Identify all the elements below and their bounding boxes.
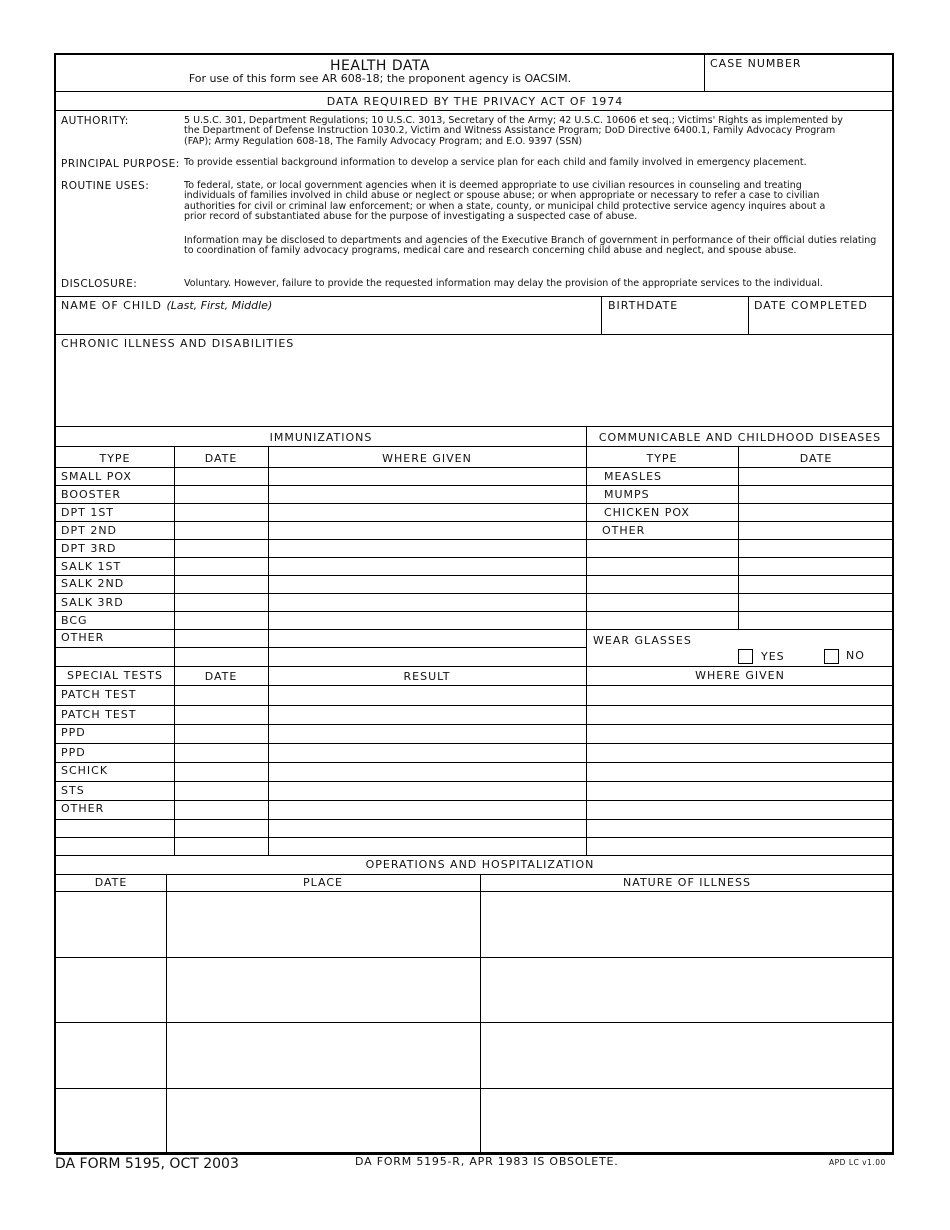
obsolete-notice: DA FORM 5195-R, APR 1983 IS OBSOLETE. xyxy=(355,1155,619,1168)
chronic-illness-field[interactable] xyxy=(57,351,893,425)
immunization-where-cell[interactable] xyxy=(269,540,585,557)
special-test-result-cell[interactable] xyxy=(269,782,585,800)
principal-purpose-label: PRINCIPAL PURPOSE: xyxy=(61,158,180,170)
chronic-illness-label: CHRONIC ILLNESS AND DISABILITIES xyxy=(61,337,295,350)
special-test-result-cell[interactable] xyxy=(269,725,585,743)
special-test-row-label: OTHER xyxy=(61,802,105,815)
special-test-date-cell[interactable] xyxy=(175,801,267,819)
special-test-where-cell[interactable] xyxy=(587,801,893,819)
disease-date-cell[interactable] xyxy=(739,558,893,575)
special-test-result-cell[interactable] xyxy=(269,838,585,855)
special-test-where-cell[interactable] xyxy=(587,838,893,855)
special-test-where-cell[interactable] xyxy=(587,686,893,705)
routine-uses-text-1: To federal, state, or local government agencies when it is deemed appropriate to use civilian resources in counseling and treating individuals of families involved in child abuse or neglect or spouse abuse; or when appropriate or necessary to refer a case to civilian authorities for civil or criminal law enforcement; or when a state, county, or municipal child protective service agency inquires about a prior record of substantiated abuse for the purpose of investigating a suspected case of abuse. xyxy=(184,180,826,223)
immunization-date-cell[interactable] xyxy=(175,540,267,557)
routine-uses-text-2: Information may be disclosed to departments and agencies of the Executive Branch of government in performance of their official duties relating to coordination of family advocacy programs, medical care and research concerning child abuse and neglect, and spouse abuse. xyxy=(184,235,877,257)
operation-place-cell[interactable] xyxy=(167,1023,479,1088)
immunization-date-cell[interactable] xyxy=(175,594,267,611)
immunization-date-cell[interactable] xyxy=(175,612,267,629)
disease-type-header: TYPE xyxy=(646,452,678,465)
disease-type-cell[interactable] xyxy=(587,612,737,629)
special-test-result-cell[interactable] xyxy=(269,801,585,819)
immunization-date-cell[interactable] xyxy=(175,522,267,539)
immunization-date-cell[interactable] xyxy=(175,468,267,485)
special-tests-header: SPECIAL TESTS xyxy=(67,669,163,682)
special-test-result-cell[interactable] xyxy=(269,820,585,837)
rule xyxy=(56,666,894,667)
rule xyxy=(56,446,894,447)
immunization-date-cell[interactable] xyxy=(175,630,267,647)
special-test-result-cell[interactable] xyxy=(269,706,585,724)
name-of-child-label: NAME OF CHILD (Last, First, Middle) xyxy=(61,299,273,312)
immunization-row-label: BOOSTER xyxy=(61,488,121,501)
operation-date-cell[interactable] xyxy=(57,1023,165,1088)
date-completed-field[interactable] xyxy=(749,311,894,333)
special-test-date-cell[interactable] xyxy=(175,820,267,837)
disease-date-cell[interactable] xyxy=(739,594,893,611)
immunization-row-label: OTHER xyxy=(61,631,105,644)
rule xyxy=(56,874,894,875)
disease-type-cell[interactable] xyxy=(587,558,737,575)
operation-nature-cell[interactable] xyxy=(481,958,893,1022)
special-tests-result-header: RESULT xyxy=(403,670,451,683)
operation-nature-cell[interactable] xyxy=(481,892,893,957)
immunization-date-header: DATE xyxy=(204,452,238,465)
special-test-date-cell[interactable] xyxy=(175,763,267,781)
rule xyxy=(586,629,894,630)
case-number-label: CASE NUMBER xyxy=(710,57,802,70)
health-data-form xyxy=(54,53,894,1154)
special-test-where-cell[interactable] xyxy=(587,744,893,762)
disease-row-label: OTHER xyxy=(602,524,646,537)
form-title: HEALTH DATA xyxy=(330,58,430,74)
name-of-child-field[interactable] xyxy=(57,311,600,333)
operation-date-cell[interactable] xyxy=(57,1089,165,1154)
immunization-date-cell[interactable] xyxy=(175,558,267,575)
diseases-heading: COMMUNICABLE AND CHILDHOOD DISEASES xyxy=(598,431,882,444)
version-label: APD LC v1.00 xyxy=(829,1158,886,1167)
special-test-row-label: PATCH TEST xyxy=(61,708,137,721)
immunization-where-cell[interactable] xyxy=(269,468,585,485)
immunization-row-label: DPT 3RD xyxy=(61,542,117,555)
immunization-where-header: WHERE GIVEN xyxy=(382,452,472,465)
immunization-where-cell[interactable] xyxy=(269,522,585,539)
immunization-row-label: DPT 2ND xyxy=(61,524,118,537)
disease-date-cell[interactable] xyxy=(739,468,893,485)
operation-place-cell[interactable] xyxy=(167,892,479,957)
authority-text: 5 U.S.C. 301, Department Regulations; 10 U.S.C. 3013, Secretary of the Army; 42 U.S.C. 10606 et seq.; Victims' Rights as implemented by the Department of Defense Instruction 1030.2, Victim and Witness Assistance Program; DoD Directive 6400.1, Family Advocacy Program (FAP); Army Regulation 608-18, The Family Advocacy Program; and E.O. 9397 (SSN) xyxy=(184,115,843,147)
disease-row-label: MUMPS xyxy=(604,488,650,501)
birthdate-field[interactable] xyxy=(602,311,748,333)
wear-glasses-label: WEAR GLASSES xyxy=(593,634,692,647)
disease-type-cell[interactable] xyxy=(587,594,737,611)
immunization-where-cell[interactable] xyxy=(269,558,585,575)
immunization-date-cell[interactable] xyxy=(175,576,267,593)
routine-uses-label: ROUTINE USES: xyxy=(61,180,150,192)
immunizations-heading: IMMUNIZATIONS xyxy=(269,431,373,444)
special-test-where-cell[interactable] xyxy=(587,706,893,724)
immunization-where-cell[interactable] xyxy=(269,594,585,611)
immunization-where-cell[interactable] xyxy=(269,504,585,521)
immunization-row-label: SALK 3RD xyxy=(61,596,124,609)
immunization-row-label: SALK 2ND xyxy=(61,577,125,590)
immunization-date-cell[interactable] xyxy=(175,504,267,521)
operation-place-cell[interactable] xyxy=(167,958,479,1022)
operations-heading: OPERATIONS AND HOSPITALIZATION xyxy=(365,858,595,871)
operations-place-header: PLACE xyxy=(303,876,343,889)
disclosure-label: DISCLOSURE: xyxy=(61,278,138,290)
special-test-where-cell[interactable] xyxy=(587,725,893,743)
immunization-where-cell[interactable] xyxy=(269,576,585,593)
special-test-date-cell[interactable] xyxy=(175,686,267,705)
operation-date-cell[interactable] xyxy=(57,958,165,1022)
disease-date-cell[interactable] xyxy=(739,540,893,557)
case-number-field[interactable] xyxy=(705,69,894,91)
authority-label: AUTHORITY: xyxy=(61,115,129,127)
special-test-date-cell[interactable] xyxy=(175,838,267,855)
disease-type-cell[interactable] xyxy=(587,576,737,593)
special-test-date-cell[interactable] xyxy=(175,706,267,724)
rule xyxy=(56,855,894,856)
immunization-row-label: BCG xyxy=(61,614,88,627)
disease-date-cell[interactable] xyxy=(739,522,893,539)
immunization-where-cell[interactable] xyxy=(269,630,585,647)
special-test-row-label: SCHICK xyxy=(61,764,109,777)
glasses-yes-label: YES xyxy=(761,650,785,663)
operation-place-cell[interactable] xyxy=(167,1089,479,1154)
glasses-no-checkbox[interactable] xyxy=(824,649,839,664)
immunization-type-header: TYPE xyxy=(99,452,131,465)
special-test-date-cell[interactable] xyxy=(175,725,267,743)
special-test-result-cell[interactable] xyxy=(269,744,585,762)
form-number: DA FORM 5195, OCT 2003 xyxy=(55,1156,239,1172)
immunization-where-cell[interactable] xyxy=(269,648,585,666)
immunization-row-label: SALK 1ST xyxy=(61,560,122,573)
operations-nature-header: NATURE OF ILLNESS xyxy=(623,876,751,889)
disease-date-cell[interactable] xyxy=(739,576,893,593)
immunization-date-cell[interactable] xyxy=(175,486,267,503)
disease-row-label: CHICKEN POX xyxy=(604,506,690,519)
operation-nature-cell[interactable] xyxy=(481,1089,893,1154)
disease-date-header: DATE xyxy=(799,452,833,465)
special-test-result-cell[interactable] xyxy=(269,763,585,781)
special-test-where-cell[interactable] xyxy=(587,763,893,781)
special-test-where-cell[interactable] xyxy=(587,782,893,800)
operation-date-cell[interactable] xyxy=(57,892,165,957)
special-tests-date-header: DATE xyxy=(204,670,238,683)
immunization-row-label: SMALL POX xyxy=(61,470,132,483)
disclosure-text: Voluntary. However, failure to provide the requested information may delay the provision of the appropriate services to the individual. xyxy=(184,278,823,289)
immunization-row-label: DPT 1ST xyxy=(61,506,115,519)
special-test-date-cell[interactable] xyxy=(175,744,267,762)
glasses-yes-checkbox[interactable] xyxy=(738,649,753,664)
date-completed-label: DATE COMPLETED xyxy=(754,299,868,312)
special-test-row-label: PPD xyxy=(61,726,86,739)
special-test-date-cell[interactable] xyxy=(175,782,267,800)
special-test-where-cell[interactable] xyxy=(587,820,893,837)
disease-date-cell[interactable] xyxy=(739,504,893,521)
operation-nature-cell[interactable] xyxy=(481,1023,893,1088)
disease-date-cell[interactable] xyxy=(739,486,893,503)
immunization-where-cell[interactable] xyxy=(269,486,585,503)
privacy-act-heading: DATA REQUIRED BY THE PRIVACY ACT OF 1974 xyxy=(326,95,624,108)
special-tests-where-header: WHERE GIVEN xyxy=(695,669,785,682)
special-test-result-cell[interactable] xyxy=(269,686,585,705)
disease-date-cell[interactable] xyxy=(739,612,893,629)
immunization-where-cell[interactable] xyxy=(269,612,585,629)
birthdate-label: BIRTHDATE xyxy=(608,299,679,312)
special-test-row-label: PATCH TEST xyxy=(61,688,137,701)
form-subtitle: For use of this form see AR 608-18; the proponent agency is OACSIM. xyxy=(188,72,572,85)
immunization-date-cell[interactable] xyxy=(175,648,267,666)
principal-purpose-text: To provide essential background information to develop a service plan for each child and family involved in emergency placement. xyxy=(184,157,807,168)
disease-row-label: MEASLES xyxy=(604,470,663,483)
special-test-row-label: STS xyxy=(61,784,85,797)
disease-type-cell[interactable] xyxy=(587,540,737,557)
special-test-row-label: PPD xyxy=(61,746,86,759)
operations-date-header: DATE xyxy=(94,876,128,889)
glasses-no-label: NO xyxy=(846,649,865,662)
